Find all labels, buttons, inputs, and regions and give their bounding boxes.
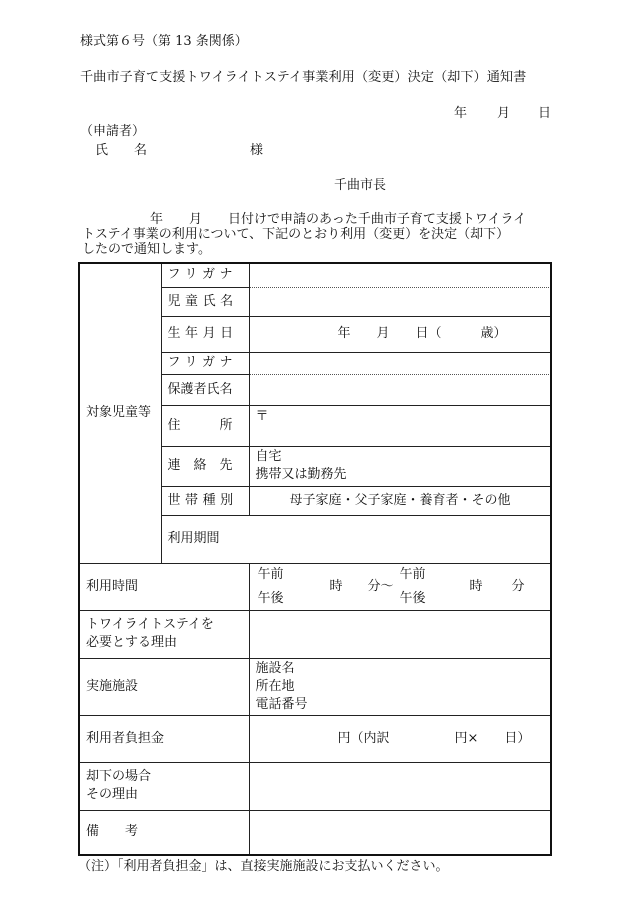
contact-label: 連 絡 先 (161, 446, 249, 486)
notice-line-2: トステイ事業の利用について、下記のとおり利用（変更）を決定（却下） (82, 227, 510, 242)
child-furigana-label: フリガナ (161, 263, 249, 287)
date-year: 年 (454, 106, 468, 121)
child-furigana-field[interactable] (249, 263, 551, 287)
remarks-label: 備 考 (79, 810, 249, 855)
facility-name: 施設名 (255, 660, 295, 676)
date-day: 日 (538, 106, 552, 121)
remarks-field[interactable] (249, 810, 551, 855)
facility-address: 所在地 (255, 678, 295, 694)
form-number: 様式第６号（第 13 条関係） (80, 34, 248, 49)
time-end-pm: 午後 (399, 590, 426, 606)
row-time (79, 563, 551, 610)
reason-label-line-1: トワイライトステイを (86, 617, 214, 632)
honorific: 様 (250, 143, 264, 158)
rejection-field[interactable] (249, 762, 551, 810)
child-name-label: 児童氏名 (161, 287, 249, 316)
child-name-field[interactable] (249, 287, 551, 316)
facility-phone: 電話番号 (255, 696, 308, 712)
row-remarks (79, 810, 551, 855)
notice-details-table (78, 262, 552, 856)
notice-line-3: したので通知します。 (82, 242, 211, 257)
fee-label: 利用者負担金 (79, 715, 249, 762)
footnote: （注）「利用者負担金」は、直接実施施設にお支払いください。 (78, 859, 449, 874)
row-reason (79, 610, 551, 658)
address-label: 住 所 (161, 405, 249, 446)
rejection-label-line-1: 却下の場合 (86, 769, 152, 784)
row-fee (79, 715, 551, 762)
applicant-label: （申請者） (80, 124, 146, 139)
reason-label-line-2: 必要とする理由 (86, 635, 178, 650)
issuer: 千曲市長 (334, 178, 387, 193)
household-options[interactable]: 母子家庭・父子家庭・養育者・その他 (249, 486, 551, 515)
notice-paragraph (82, 212, 552, 257)
time-field[interactable] (249, 563, 551, 610)
date-month: 月 (497, 106, 511, 121)
birth-date-label: 生年月日 (161, 316, 249, 352)
household-label: 世帯種別 (161, 486, 249, 515)
postal-mark: 〒 (255, 408, 269, 424)
birth-date-field[interactable]: 年 月 日（ 歳） (249, 316, 551, 352)
time-end-am: 午前 (399, 566, 426, 582)
time-end-hour: 時 (469, 578, 483, 594)
time-end-minute: 分 (511, 578, 525, 594)
guardian-furigana-field[interactable] (249, 352, 551, 374)
reason-field[interactable] (249, 610, 551, 658)
contact-home: 自宅 (255, 449, 282, 464)
row-facility (79, 658, 551, 715)
address-field[interactable] (249, 405, 551, 446)
rejection-label-line-2: その理由 (86, 787, 139, 802)
fee-field[interactable]: 円（内訳 円× 日） (249, 715, 551, 762)
period-label: 利用期間 (161, 515, 551, 563)
rejection-label (79, 762, 249, 810)
target-children-label: 対象児童等 (79, 263, 161, 563)
row-child-furigana (79, 263, 551, 287)
notice-line-1: 年 月 日付けで申請のあった千曲市子育て支援トワイライ (150, 212, 527, 227)
reason-label (79, 610, 249, 658)
guardian-name-label: 保護者氏名 (161, 374, 249, 405)
time-start-pm: 午後 (257, 590, 284, 606)
guardian-name-field[interactable] (249, 374, 551, 405)
time-start-minute: 分～ (367, 578, 394, 594)
facility-label: 実施施設 (79, 658, 249, 715)
contact-field[interactable] (249, 446, 551, 486)
row-rejection (79, 762, 551, 810)
guardian-furigana-label: フリガナ (161, 352, 249, 374)
time-label: 利用時間 (79, 563, 249, 610)
document-title: 千曲市子育て支援トワイライトステイ事業利用（変更）決定（却下）通知書 (80, 70, 527, 85)
time-start-am: 午前 (257, 566, 284, 582)
contact-mobile: 携帯又は勤務先 (255, 467, 347, 482)
facility-field[interactable] (249, 658, 551, 715)
applicant-name-label: 氏 名 (95, 143, 154, 158)
time-start-hour: 時 (329, 578, 343, 594)
